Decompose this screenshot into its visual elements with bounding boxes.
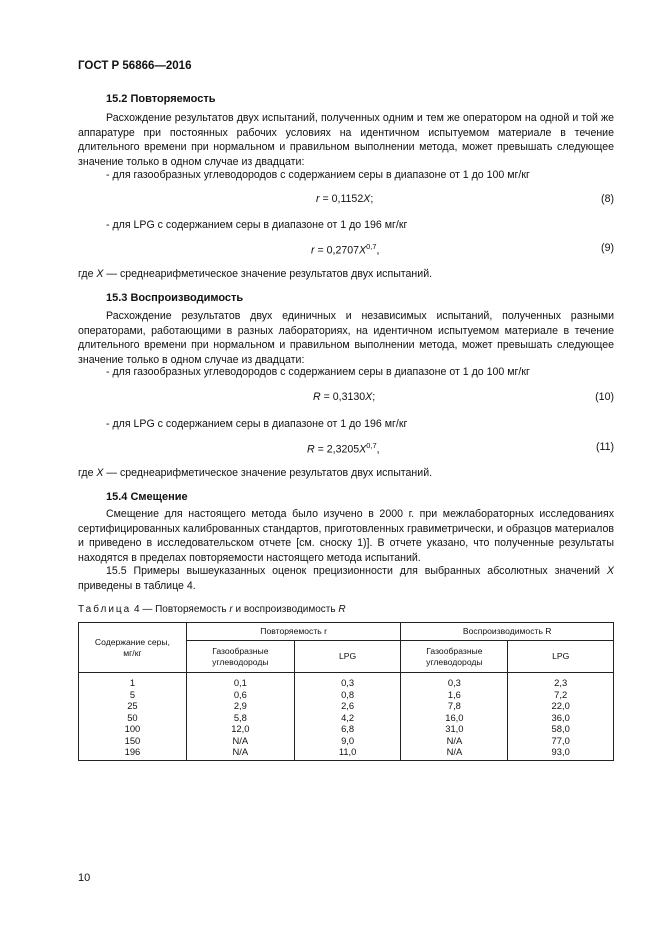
eq9-var: X: [359, 244, 367, 257]
eq10-end: ;: [372, 391, 376, 403]
col-rep-gas-values: 0,1 0,6 2,9 5,8 12,0 N/A N/A: [186, 673, 294, 761]
col-repr-gas-values: 0,3 1,6 7,8 16,0 31,0 N/A N/A: [401, 673, 508, 761]
section-15-2-item-lpg: - для LPG с содержанием серы в диапазоне от 1 до 196 мг/кг: [106, 219, 408, 231]
eq11-exp: 0,7: [366, 441, 377, 450]
eq11-lhs: R: [307, 443, 315, 456]
col-sulfur-values: 1 5 25 50 100 150 196: [79, 673, 187, 761]
eq8-rhs: = 0,1152: [319, 193, 364, 205]
section-15-4-title: 15.4 Смещение: [106, 491, 188, 503]
eq9-lhs: r: [311, 244, 315, 257]
section-15-3-item-lpg: - для LPG с содержанием серы в диапазоне от 1 до 196 мг/кг: [106, 418, 408, 430]
eq10-lhs: R: [313, 391, 321, 403]
section-15-3-item-gas: - для газообразных углеводородов с содержанием серы в диапазоне от 1 до 100 мг/кг: [106, 366, 530, 378]
caption-word: Таблица: [78, 604, 132, 615]
equation-10-number: (10): [595, 391, 614, 403]
eq9-rhs: = 0,2707: [314, 244, 360, 257]
document-header: ГОСТ Р 56866—2016: [78, 60, 192, 72]
eq11-var: X: [359, 443, 367, 456]
eq8-end: ;: [370, 193, 374, 205]
header-repr-lpg: LPG: [508, 641, 614, 673]
header-repeatability: Повторяемость r: [186, 623, 401, 641]
col-rep-lpg-values: 0,3 0,8 2,6 4,2 6,8 9,0 11,0: [294, 673, 401, 761]
eq8-var: X: [363, 193, 371, 205]
where-var: X: [96, 467, 104, 479]
eq10-var: X: [365, 391, 373, 403]
header-sulfur-content: Содержание серы, мг/кг: [79, 623, 187, 673]
section-15-5-paragraph: [78, 564, 614, 593]
caption-r: r: [229, 604, 233, 615]
section-15-2-item-gas: - для газообразных углеводородов с содержанием серы в диапазоне от 1 до 100 мг/кг: [106, 169, 530, 181]
equation-8-number: (8): [601, 193, 614, 205]
section-15-3-paragraph: Расхождение результатов двух единичных и независимых испытаний, полученных разными операторами, работающими в разных лабораториях, на идентичном испытуемом материале в течение длительного времени при нормальном и правильном выполнении метода, может превышать следующее значение только в одном случае из двадцати:: [78, 310, 614, 366]
eq9-end: ,: [376, 244, 380, 257]
caption-mid: и воспроизводимость: [232, 604, 339, 615]
col-repr-lpg-values: 2,3 7,2 22,0 36,0 58,0 77,0 93,0: [508, 673, 614, 761]
equation-11-number: (11): [595, 441, 614, 453]
header-rep-lpg: LPG: [294, 641, 401, 673]
eq11-end: ,: [376, 443, 380, 456]
section-15-3-title: 15.3 Воспроизводимость: [106, 292, 244, 304]
section-15-2-title: 15.2 Повторяемость: [106, 93, 216, 105]
eq10-rhs: = 0,3130: [320, 391, 366, 403]
header-repr-gas: Газообразные углеводороды: [401, 641, 508, 673]
eq9-exp: 0,7: [366, 242, 377, 251]
where-var: X: [96, 268, 104, 280]
section-15-4-paragraph: Смещение для настоящего метода было изучено в 2000 г. при межлабораторных исследованиях сертифицированных калиброванных стандартов, приготовленных гравиметрически, и образцов материалов и приведено в исследовательском отчете [см. сноску 1)]. В отчете указано, что полученные результаты находятся в пределах повторяемости настоящего метода испытаний.: [78, 508, 614, 564]
section-15-3-where: [78, 467, 432, 479]
where-pre: где: [78, 268, 97, 280]
header-rep-gas: Газообразные углеводороды: [186, 641, 294, 673]
where-post: — среднеарифметическое значение результатов двух испытаний.: [103, 467, 433, 479]
section-15-2-where: [78, 268, 432, 280]
caption-rest: 4 — Повторяемость: [131, 604, 230, 615]
section-15-2-paragraph: Расхождение результатов двух испытаний, полученных одним и тем же оператором на одной и той же аппаратуре при постоянных рабочих условиях на идентичном испытуемом материале в течение длительного времени при нормальном и правильном выполнении метода, может превышать следующее значение только в одном случае из двадцати:: [78, 112, 614, 168]
equation-11: [307, 441, 380, 456]
where-post: — среднеарифметическое значение результатов двух испытаний.: [103, 268, 433, 280]
equation-9: [311, 242, 379, 257]
where-pre: где: [78, 467, 97, 479]
page-number: 10: [78, 872, 91, 884]
header-reproducibility: Воспроизводимость R: [401, 623, 614, 641]
table-caption: [78, 604, 346, 615]
s155-var: X: [606, 565, 614, 577]
s155-post: приведены в таблице 4.: [78, 579, 196, 592]
equation-8: [316, 193, 373, 205]
caption-R: R: [338, 604, 346, 615]
eq8-lhs: r: [316, 193, 320, 205]
precision-table: [78, 622, 614, 761]
eq11-rhs: = 2,3205: [314, 443, 360, 456]
equation-9-number: (9): [601, 242, 614, 254]
s155-pre: 15.5 Примеры вышеуказанных оценок прецизионности для выбранных абсолютных значений: [106, 565, 607, 577]
equation-10: [313, 391, 375, 403]
